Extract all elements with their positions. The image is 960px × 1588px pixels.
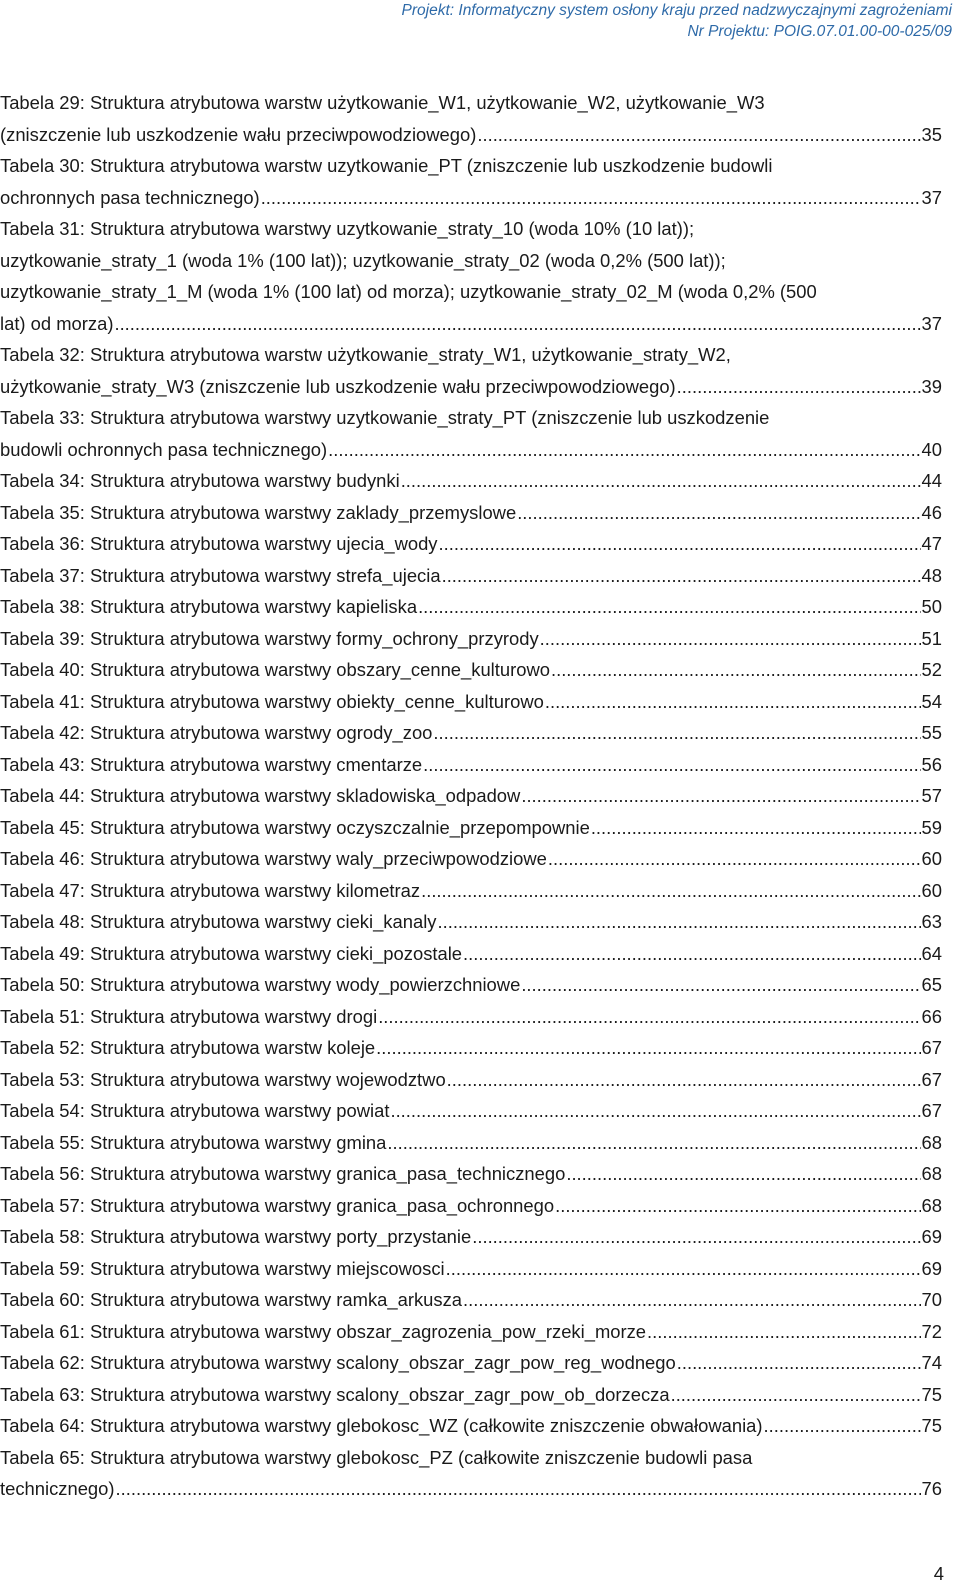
toc-entry-title-line: Tabela 54: Struktura atrybutowa warstwy powiat: [0, 1100, 390, 1121]
toc-entry-title-line: Tabela 53: Struktura atrybutowa warstwy wojewodztwo: [0, 1068, 446, 1090]
dot-leader: [671, 1379, 921, 1411]
dot-leader: [555, 1190, 920, 1222]
toc-entry-page-number: 51: [921, 627, 942, 649]
toc-entry-page-number: 60: [921, 848, 942, 869]
toc-entry-title-line: Tabela 48: Struktura atrybutowa warstwy cieki_kanaly: [0, 911, 437, 932]
toc-entry[interactable]: [0, 969, 942, 1001]
toc-entry[interactable]: [0, 906, 942, 938]
toc-entry[interactable]: [0, 150, 942, 213]
toc-entry-title-line: Tabela 31: Struktura atrybutowa warstwy uzytkowanie_straty_10 (woda 10% (10 lat));: [0, 218, 695, 239]
toc-entry[interactable]: [0, 1095, 942, 1127]
toc-entry[interactable]: [0, 623, 942, 655]
toc-entry[interactable]: [0, 1190, 942, 1222]
toc-entry[interactable]: [0, 465, 942, 497]
toc-entry-last-line: [0, 1190, 942, 1222]
toc-entry-last-line: [0, 1410, 942, 1442]
toc-entry[interactable]: [0, 1253, 942, 1285]
dot-leader: [477, 119, 920, 151]
toc-entry-last-line: [0, 906, 942, 938]
toc-entry-title-line: Tabela 65: Struktura atrybutowa warstwy glebokosc_PZ (całkowite zniszczenie budowli pasa: [0, 1446, 753, 1468]
dot-leader: [566, 1158, 920, 1190]
toc-entry-last-line: [0, 1221, 942, 1253]
dot-leader: [423, 749, 920, 781]
toc-entry-title-line: Tabela 41: Struktura atrybutowa warstwy obiekty_cenne_kulturowo: [0, 690, 544, 712]
toc-entry-page-number: 40: [921, 438, 942, 460]
toc-entry[interactable]: [0, 1127, 942, 1159]
dot-leader: [545, 686, 921, 718]
dot-leader: [114, 308, 920, 340]
toc-entry-title-line: Tabela 36: Struktura atrybutowa warstwy ujecia_wody: [0, 533, 438, 554]
toc-entry-title-line: Tabela 60: Struktura atrybutowa warstwy ramka_arkusza: [0, 1289, 463, 1310]
dot-leader: [591, 812, 921, 844]
dot-leader: [548, 843, 921, 875]
toc-entry-title-line: Tabela 44: Struktura atrybutowa warstwy skladowiska_odpadow: [0, 785, 521, 806]
toc-entry-page-number: 63: [921, 911, 942, 932]
toc-entry-last-line: [0, 497, 942, 529]
toc-entry-page-number: 68: [921, 1194, 942, 1216]
toc-entry[interactable]: [0, 654, 942, 686]
toc-entry[interactable]: [0, 339, 942, 402]
toc-entry-title-line: Tabela 35: Struktura atrybutowa warstwy zaklady_przemyslowe: [0, 501, 517, 523]
dot-leader: [387, 1127, 920, 1159]
toc-entry-last-line: [0, 1316, 942, 1348]
toc-entry-title-line: Tabela 34: Struktura atrybutowa warstwy budynki: [0, 470, 400, 491]
toc-entry-title-line: Tabela 32: Struktura atrybutowa warstw użytkowanie_straty_W1, użytkowanie_straty_W2,: [0, 344, 731, 365]
dot-leader: [677, 1347, 921, 1379]
toc-entry[interactable]: [0, 1442, 942, 1505]
dot-leader: [647, 1316, 920, 1348]
toc-entry-title-line: uzytkowanie_straty_1 (woda 1% (100 lat)); uzytkowanie_straty_02 (woda 0,2% (500 lat));: [0, 249, 726, 271]
toc-entry[interactable]: [0, 87, 942, 150]
list-of-tables: [0, 87, 942, 1505]
toc-entry-page-number: 75: [921, 1383, 942, 1405]
toc-entry[interactable]: [0, 1001, 942, 1033]
dot-leader: [463, 1284, 921, 1316]
toc-entry-page-number: 37: [921, 312, 942, 334]
toc-entry-title-line: Tabela 58: Struktura atrybutowa warstwy porty_przystanie: [0, 1226, 472, 1247]
toc-entry[interactable]: [0, 780, 942, 812]
toc-entry-page-number: 66: [921, 1005, 942, 1027]
toc-entry[interactable]: [0, 749, 942, 781]
dot-leader: [677, 371, 921, 403]
toc-entry[interactable]: [0, 1032, 942, 1064]
dot-leader: [376, 1032, 920, 1064]
dot-leader: [446, 1253, 921, 1285]
toc-entry-last-line: [0, 969, 942, 1001]
dot-leader: [116, 1473, 921, 1505]
toc-entry-last-line: [0, 843, 942, 875]
project-title: Projekt: Informatyczny system osłony kraju przed nadzwyczajnymi zagrożeniami: [401, 2, 952, 19]
toc-entry-page-number: 72: [921, 1320, 942, 1342]
toc-entry-title-line: Tabela 59: Struktura atrybutowa warstwy miejscowosci: [0, 1257, 445, 1279]
toc-entry[interactable]: [0, 686, 942, 718]
toc-entry-page-number: 75: [921, 1415, 942, 1436]
toc-entry[interactable]: [0, 875, 942, 907]
toc-entry[interactable]: [0, 938, 942, 970]
toc-entry-title-line: Tabela 45: Struktura atrybutowa warstwy oczyszczalnie_przepompownie: [0, 816, 590, 838]
toc-entry-page-number: 67: [921, 1068, 942, 1090]
toc-entry-last-line: [0, 812, 942, 844]
toc-entry-last-line: [0, 875, 942, 907]
toc-entry-last-line: [0, 371, 942, 403]
toc-entry[interactable]: [0, 1379, 942, 1411]
toc-entry-last-line: [0, 654, 942, 686]
dot-leader: [517, 497, 920, 529]
toc-entry-title-line: Tabela 30: Struktura atrybutowa warstw uzytkowanie_PT (zniszczenie lub uszkodzenie budowli: [0, 155, 773, 176]
toc-entry-last-line: [0, 1032, 942, 1064]
toc-entry-page-number: 69: [921, 1257, 942, 1279]
toc-entry-page-number: 44: [921, 470, 942, 491]
toc-entry-title-line: użytkowanie_straty_W3 (zniszczenie lub uszkodzenie wału przeciwpowodziowego): [0, 375, 676, 397]
toc-entry-title-line: Tabela 51: Struktura atrybutowa warstwy drogi: [0, 1005, 378, 1027]
toc-entry-page-number: 67: [921, 1037, 942, 1058]
toc-entry-title-line: Tabela 63: Struktura atrybutowa warstwy scalony_obszar_zagr_pow_ob_dorzecza: [0, 1383, 670, 1405]
dot-leader: [521, 969, 920, 1001]
toc-entry[interactable]: [0, 1284, 942, 1316]
toc-entry-page-number: 56: [921, 753, 942, 775]
dot-leader: [418, 591, 920, 623]
toc-entry-page-number: 69: [921, 1226, 942, 1247]
toc-entry-last-line: [0, 591, 942, 623]
toc-entry[interactable]: [0, 1221, 942, 1253]
toc-entry[interactable]: [0, 528, 942, 560]
dot-leader: [401, 465, 921, 497]
toc-entry-last-line: [0, 780, 942, 812]
toc-entry-page-number: 37: [921, 186, 942, 208]
toc-entry-last-line: [0, 119, 942, 151]
toc-entry[interactable]: [0, 591, 942, 623]
toc-entry[interactable]: [0, 1410, 942, 1442]
toc-entry-last-line: [0, 938, 942, 970]
dot-leader: [433, 717, 920, 749]
toc-entry-last-line: [0, 1347, 942, 1379]
dot-leader: [521, 780, 920, 812]
toc-entry[interactable]: [0, 402, 942, 465]
dot-leader: [437, 906, 920, 938]
toc-entry-title-line: technicznego): [0, 1478, 115, 1499]
toc-entry-title-line: Tabela 50: Struktura atrybutowa warstwy wody_powierzchniowe: [0, 974, 521, 995]
toc-entry-title-line: Tabela 29: Struktura atrybutowa warstw użytkowanie_W1, użytkowanie_W2, użytkowanie_W3: [0, 92, 765, 113]
dot-leader: [439, 528, 921, 560]
dot-leader: [463, 938, 920, 970]
toc-entry-last-line: [0, 465, 942, 497]
toc-entry-page-number: 68: [921, 1163, 942, 1184]
toc-entry-page-number: 48: [921, 564, 942, 586]
toc-entry-page-number: 54: [921, 690, 942, 712]
toc-entry-title-line: Tabela 55: Struktura atrybutowa warstwy gmina: [0, 1131, 387, 1153]
dot-leader: [328, 434, 920, 466]
toc-entry-page-number: 64: [921, 942, 942, 964]
toc-entry-page-number: 68: [921, 1131, 942, 1153]
toc-entry[interactable]: [0, 1064, 942, 1096]
toc-entry-page-number: 57: [921, 785, 942, 806]
toc-entry[interactable]: [0, 1347, 942, 1379]
toc-entry-title-line: uzytkowanie_straty_1_M (woda 1% (100 lat) od morza); uzytkowanie_straty_02_M (woda 0,2% (500: [0, 281, 817, 302]
dot-leader: [472, 1221, 920, 1253]
toc-entry-last-line: [0, 1127, 942, 1159]
dot-leader: [442, 560, 921, 592]
toc-entry-last-line: [0, 528, 942, 560]
toc-entry[interactable]: [0, 497, 942, 529]
toc-entry-last-line: [0, 1064, 942, 1096]
toc-entry-title-line: Tabela 46: Struktura atrybutowa warstwy waly_przeciwpowodziowe: [0, 848, 547, 869]
toc-entry-page-number: 52: [921, 659, 942, 680]
dot-leader: [551, 654, 921, 686]
toc-entry-page-number: 47: [921, 533, 942, 554]
toc-entry-page-number: 35: [921, 123, 942, 145]
page-number: 4: [933, 1563, 944, 1584]
toc-entry[interactable]: [0, 717, 942, 749]
toc-entry-page-number: 50: [921, 596, 942, 617]
toc-entry-title-line: Tabela 38: Struktura atrybutowa warstwy kapieliska: [0, 596, 418, 617]
toc-entry-title-line: Tabela 49: Struktura atrybutowa warstwy cieki_pozostale: [0, 942, 463, 964]
dot-leader: [378, 1001, 920, 1033]
toc-entry[interactable]: [0, 213, 942, 339]
toc-entry-title-line: ochronnych pasa technicznego): [0, 186, 260, 208]
toc-entry-title-line: Tabela 40: Struktura atrybutowa warstwy obszary_cenne_kulturowo: [0, 659, 550, 680]
toc-entry-title-line: Tabela 64: Struktura atrybutowa warstwy glebokosc_WZ (całkowite zniszczenie obwałowania): [0, 1415, 763, 1436]
toc-entry-title-line: Tabela 33: Struktura atrybutowa warstwy uzytkowanie_straty_PT (zniszczenie lub uszkodzenie: [0, 407, 770, 428]
toc-entry-page-number: 74: [921, 1352, 942, 1373]
toc-entry-last-line: [0, 308, 942, 340]
toc-entry-title-line: Tabela 56: Struktura atrybutowa warstwy granica_pasa_technicznego: [0, 1163, 566, 1184]
toc-entry-last-line: [0, 717, 942, 749]
toc-entry-last-line: [0, 1284, 942, 1316]
dot-leader: [540, 623, 921, 655]
toc-entry-last-line: [0, 1473, 942, 1505]
toc-entry-page-number: 59: [921, 816, 942, 838]
project-number: Nr Projektu: POIG.07.01.00-00-025/09: [687, 23, 952, 40]
toc-entry[interactable]: [0, 812, 942, 844]
toc-entry-title-line: Tabela 43: Struktura atrybutowa warstwy cmentarze: [0, 753, 423, 775]
toc-entry-title-line: lat) od morza): [0, 312, 114, 334]
toc-entry-last-line: [0, 182, 942, 214]
toc-entry-page-number: 70: [921, 1289, 942, 1310]
toc-entry-title-line: Tabela 57: Struktura atrybutowa warstwy granica_pasa_ochronnego: [0, 1194, 555, 1216]
dot-leader: [764, 1410, 921, 1442]
toc-entry-title-line: Tabela 42: Struktura atrybutowa warstwy ogrody_zoo: [0, 722, 433, 743]
toc-entry-last-line: [0, 434, 942, 466]
toc-entry-page-number: 46: [921, 501, 942, 523]
toc-entry-page-number: 76: [921, 1478, 942, 1499]
toc-entry-page-number: 55: [921, 722, 942, 743]
toc-entry-title-line: Tabela 62: Struktura atrybutowa warstwy scalony_obszar_zagr_pow_reg_wodnego: [0, 1352, 676, 1373]
toc-entry-page-number: 39: [921, 375, 942, 397]
toc-entry-title-line: Tabela 61: Struktura atrybutowa warstwy obszar_zagrozenia_pow_rzeki_morze: [0, 1320, 647, 1342]
toc-entry-last-line: [0, 1253, 942, 1285]
toc-entry-last-line: [0, 560, 942, 592]
toc-entry-last-line: [0, 1095, 942, 1127]
toc-entry-title-line: Tabela 52: Struktura atrybutowa warstw koleje: [0, 1037, 376, 1058]
toc-entry-page-number: 65: [921, 974, 942, 995]
toc-entry-title-line: Tabela 47: Struktura atrybutowa warstwy kilometraz: [0, 879, 421, 901]
dot-leader: [261, 182, 921, 214]
toc-entry[interactable]: [0, 1316, 942, 1348]
toc-entry-last-line: [0, 1158, 942, 1190]
dot-leader: [447, 1064, 921, 1096]
toc-entry-last-line: [0, 749, 942, 781]
toc-entry-last-line: [0, 623, 942, 655]
toc-entry-page-number: 67: [921, 1100, 942, 1121]
dot-leader: [421, 875, 920, 907]
dot-leader: [390, 1095, 920, 1127]
toc-entry-page-number: 60: [921, 879, 942, 901]
toc-entry-last-line: [0, 1001, 942, 1033]
toc-entry-title-line: Tabela 39: Struktura atrybutowa warstwy formy_ochrony_przyrody: [0, 627, 539, 649]
toc-entry-title-line: Tabela 37: Struktura atrybutowa warstwy strefa_ujecia: [0, 564, 441, 586]
document-header: [402, 0, 952, 42]
toc-entry[interactable]: [0, 1158, 942, 1190]
toc-entry[interactable]: [0, 560, 942, 592]
toc-entry-last-line: [0, 1379, 942, 1411]
toc-entry-title-line: (zniszczenie lub uszkodzenie wału przeciwpowodziowego): [0, 123, 477, 145]
toc-entry-last-line: [0, 686, 942, 718]
toc-entry[interactable]: [0, 843, 942, 875]
toc-entry-title-line: budowli ochronnych pasa technicznego): [0, 438, 328, 460]
